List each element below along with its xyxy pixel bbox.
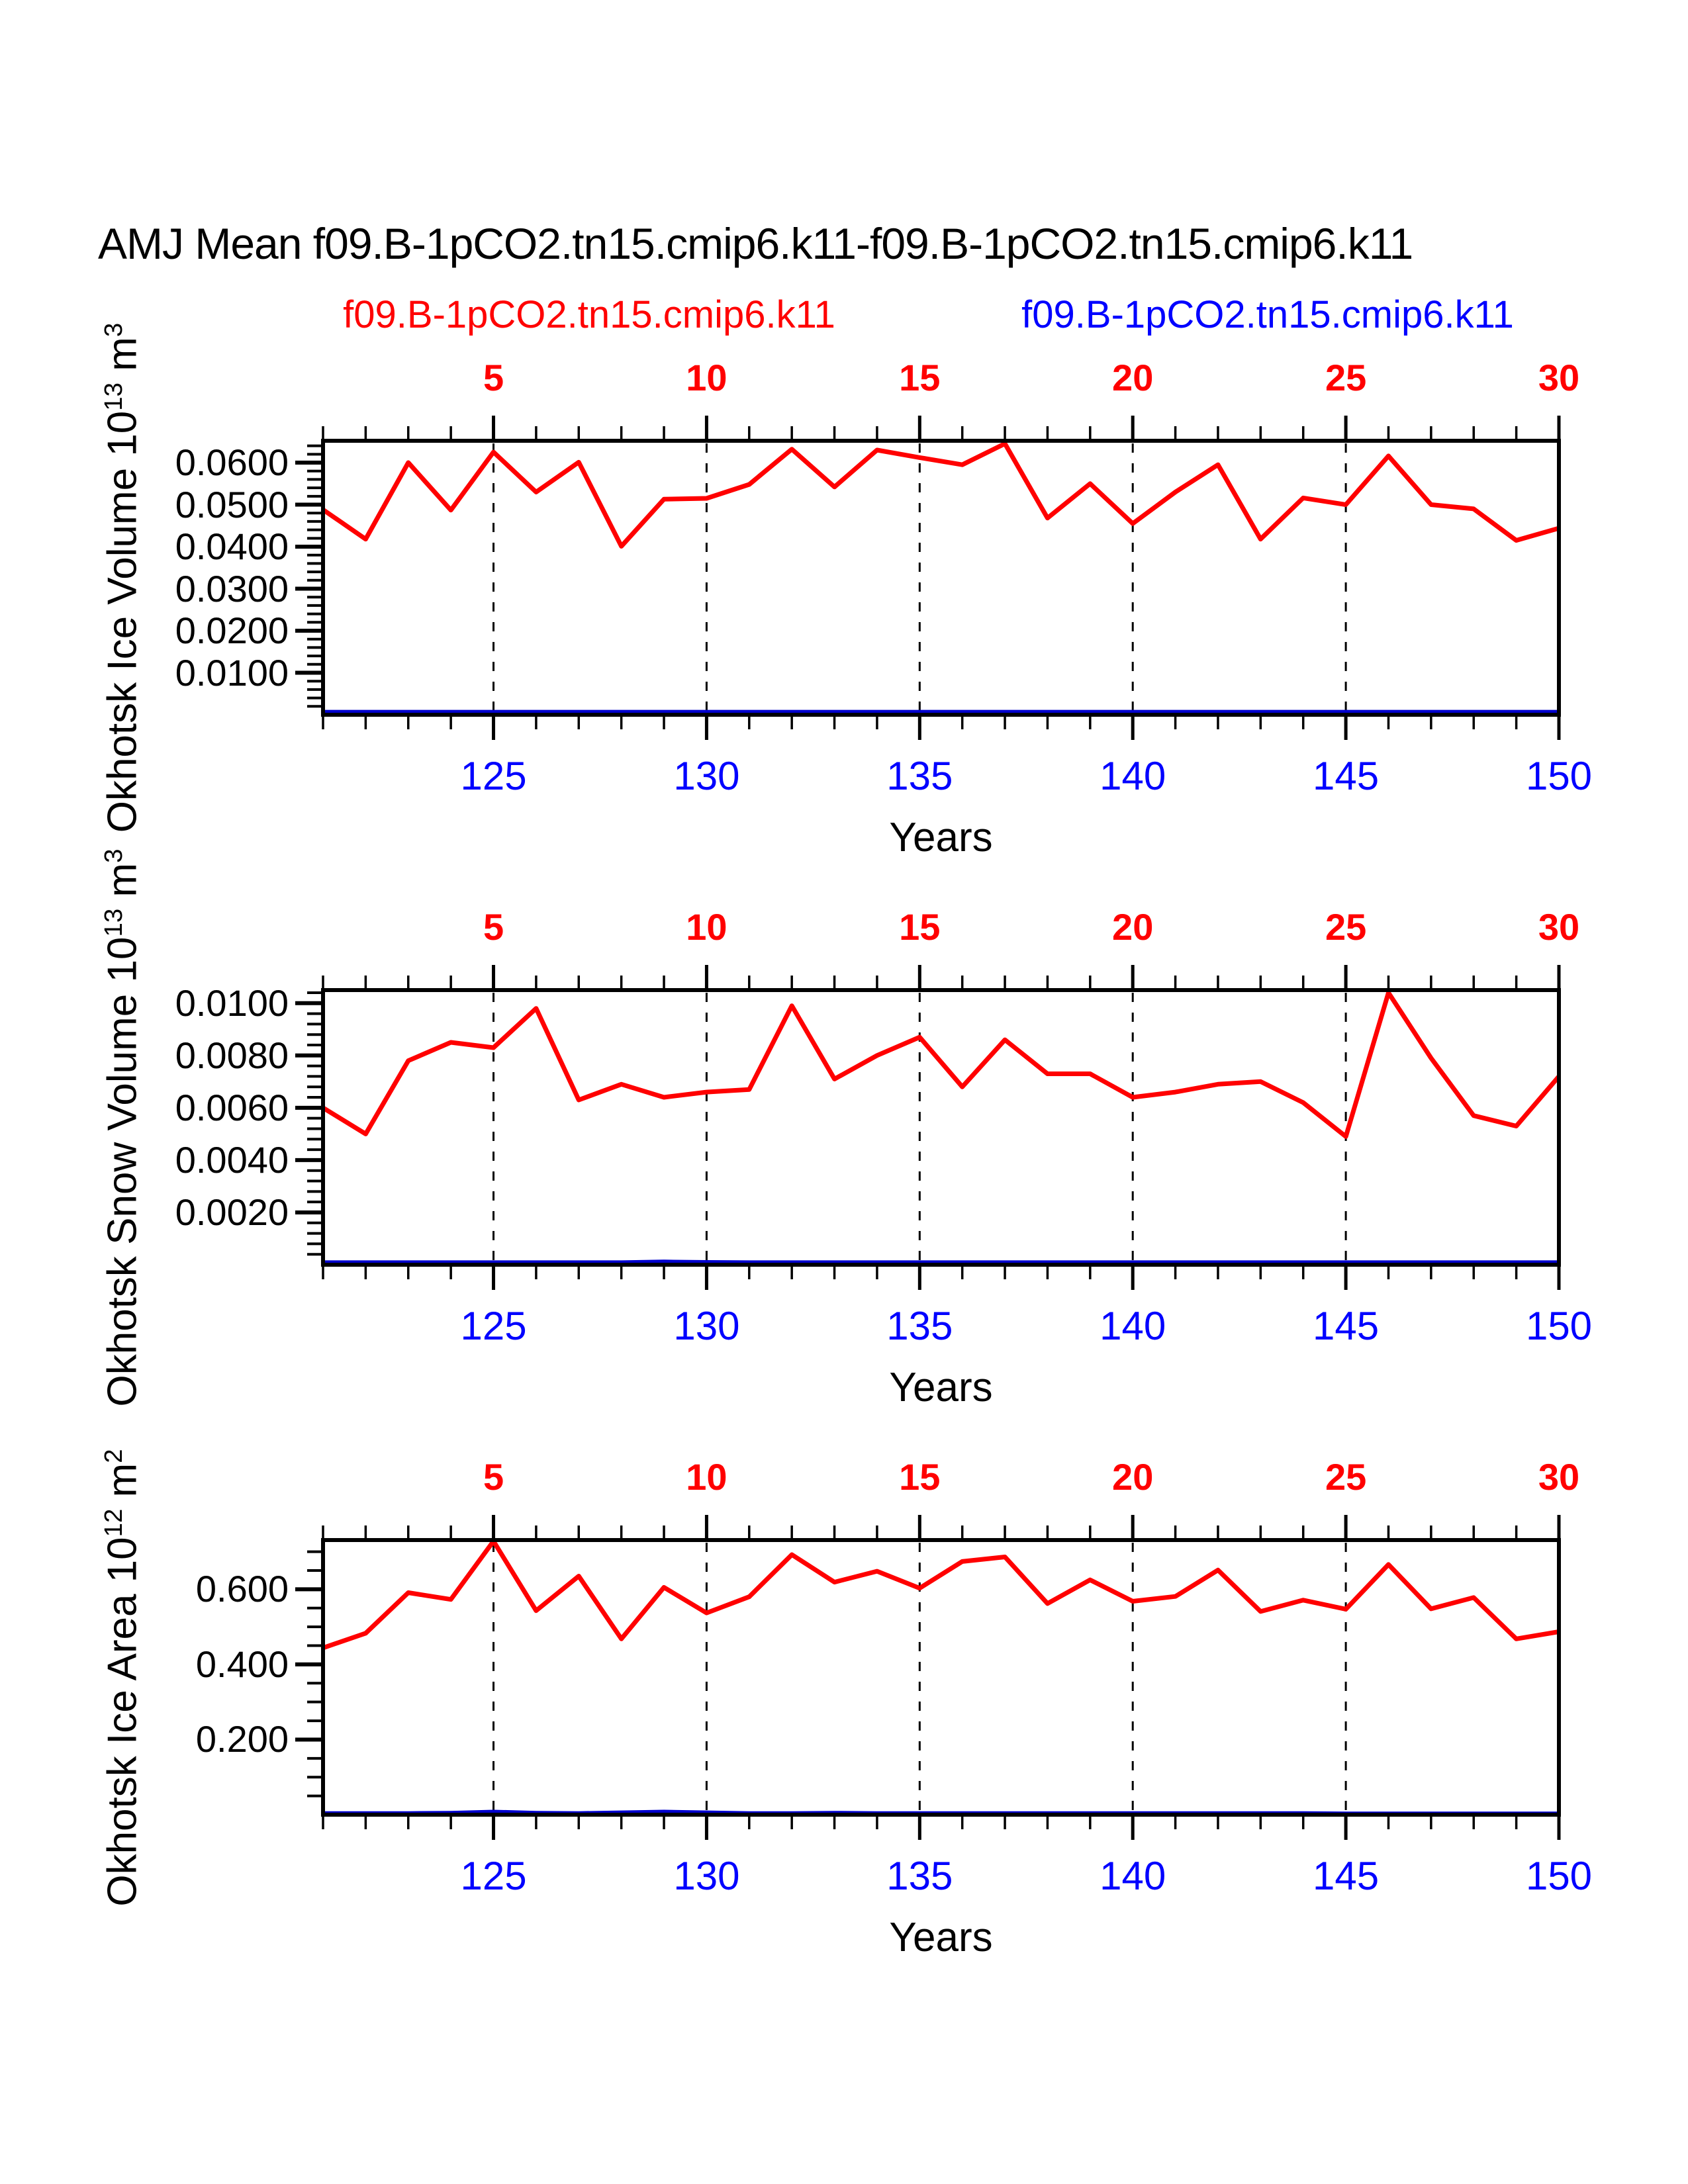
- ice-volume-x-tick-label-top: 5: [483, 357, 504, 398]
- ice-volume-x-tick-label-top: 15: [899, 357, 941, 398]
- ice-volume-x-tick-label-bottom: 150: [1525, 754, 1593, 798]
- ice-area-y-tick-label: 0.200: [195, 1718, 289, 1760]
- ice-volume-y-tick-label: 0.0400: [175, 525, 289, 567]
- ice-area-y-title-exponent: 12: [99, 1508, 128, 1537]
- snow-volume-x-tick-label-bottom: 125: [460, 1304, 527, 1348]
- snow-volume-y-title-exponent: 3: [99, 848, 128, 863]
- snow-volume-x-axis-title: Years: [889, 1365, 993, 1410]
- ice-area-x-tick-label-bottom: 130: [673, 1854, 740, 1898]
- snow-volume-x-tick-label-bottom: 135: [886, 1304, 953, 1348]
- snow-volume-x-tick-label-top: 20: [1112, 906, 1154, 948]
- snow-volume-y-tick-label: 0.0100: [175, 981, 289, 1024]
- ice-volume-plot-box: [323, 441, 1559, 715]
- snow-volume-y-title-exponent: 13: [99, 908, 128, 937]
- ice-area-x-tick-label-top: 30: [1538, 1456, 1580, 1498]
- ice-volume-y-tick-label: 0.0500: [175, 483, 289, 525]
- ice-volume-line-red: [323, 443, 1559, 546]
- ice-volume-x-tick-label-bottom: 145: [1313, 754, 1380, 798]
- ice-area-y-title-text: Okhotsk Ice Area 10: [99, 1536, 146, 1907]
- ice-volume-x-tick-label-top: 20: [1112, 357, 1154, 398]
- snow-volume-y-title-text: m: [99, 862, 146, 909]
- ice-area-x-tick-label-bottom: 140: [1100, 1854, 1166, 1898]
- ice-area-line-red: [323, 1541, 1559, 1648]
- snow-volume-x-tick-label-top: 10: [686, 906, 727, 948]
- ice-volume-y-title-exponent: 3: [99, 322, 128, 338]
- ice-area-y-tick-label: 0.600: [195, 1568, 289, 1610]
- ice-volume-y-tick-label: 0.0100: [175, 651, 289, 694]
- snow-volume-y-tick-label: 0.0080: [175, 1034, 289, 1076]
- snow-volume-x-tick-label-top: 5: [483, 906, 504, 948]
- ice-area-x-tick-label-bottom: 145: [1313, 1854, 1380, 1898]
- snow-volume-x-tick-label-bottom: 150: [1525, 1304, 1593, 1348]
- snow-volume-y-tick-label: 0.0020: [175, 1191, 289, 1233]
- legend-entry-red: f09.B-1pCO2.tn15.cmip6.k11: [343, 293, 835, 336]
- snow-volume-line-red: [323, 993, 1559, 1136]
- snow-volume-x-tick-label-bottom: 130: [673, 1304, 740, 1348]
- snow-volume-x-tick-label-top: 15: [899, 906, 941, 948]
- ice-area-x-tick-label-bottom: 150: [1525, 1854, 1593, 1898]
- ice-volume-x-tick-label-bottom: 135: [886, 754, 953, 798]
- ice-volume-y-tick-label: 0.0600: [175, 441, 289, 484]
- snow-volume-y-title-text: Okhotsk Snow Volume 10: [99, 936, 146, 1406]
- ice-area-y-axis-title: [99, 1449, 146, 1906]
- ice-volume-x-tick-label-bottom: 140: [1100, 754, 1166, 798]
- ice-area-x-tick-label-top: 20: [1112, 1456, 1154, 1498]
- ice-volume-y-title-text: Okhotsk Ice Volume 10: [99, 410, 146, 833]
- ice-volume-y-tick-label: 0.0300: [175, 567, 289, 610]
- ice-volume-y-title-text: m: [99, 337, 146, 383]
- snow-volume-x-tick-label-top: 30: [1538, 906, 1580, 948]
- legend-entry-blue: f09.B-1pCO2.tn15.cmip6.k11: [1021, 293, 1514, 336]
- ice-volume-x-tick-label-top: 10: [686, 357, 727, 398]
- snow-volume-x-tick-label-top: 25: [1325, 906, 1367, 948]
- ice-area-x-tick-label-top: 5: [483, 1456, 504, 1498]
- ice-volume-x-tick-label-top: 25: [1325, 357, 1367, 398]
- ice-area-x-tick-label-bottom: 125: [460, 1854, 527, 1898]
- ice-area-x-tick-label-top: 15: [899, 1456, 941, 1498]
- ice-volume-x-tick-label-top: 30: [1538, 357, 1580, 398]
- ice-area-x-tick-label-top: 10: [686, 1456, 727, 1498]
- ice-volume-y-title-exponent: 13: [99, 382, 128, 411]
- ice-area-x-tick-label-top: 25: [1325, 1456, 1367, 1498]
- ice-volume-y-tick-label: 0.0200: [175, 610, 289, 651]
- ice-volume-x-tick-label-bottom: 130: [673, 754, 740, 798]
- snow-volume-line-blue: [323, 1261, 1559, 1262]
- snow-volume-y-axis-title: [99, 848, 146, 1406]
- snow-volume-x-tick-label-bottom: 145: [1313, 1304, 1380, 1348]
- snow-volume-y-tick-label: 0.0040: [175, 1138, 289, 1181]
- ice-volume-y-axis-title: [99, 323, 146, 833]
- ice-area-x-axis-title: Years: [889, 1915, 993, 1960]
- ice-volume-x-axis-title: Years: [889, 815, 993, 860]
- ice-area-y-tick-label: 0.400: [195, 1643, 289, 1685]
- figure-title: AMJ Mean f09.B-1pCO2.tn15.cmip6.k11-f09.B-1pCO2.tn15.cmip6.k11: [98, 219, 1413, 268]
- ice-area-y-title-exponent: 2: [99, 1448, 128, 1463]
- ice-area-y-title-text: m: [99, 1463, 146, 1509]
- snow-volume-y-tick-label: 0.0060: [175, 1086, 289, 1128]
- ice-volume-x-tick-label-bottom: 125: [460, 754, 527, 798]
- ice-area-x-tick-label-bottom: 135: [886, 1854, 953, 1898]
- snow-volume-x-tick-label-bottom: 140: [1100, 1304, 1166, 1348]
